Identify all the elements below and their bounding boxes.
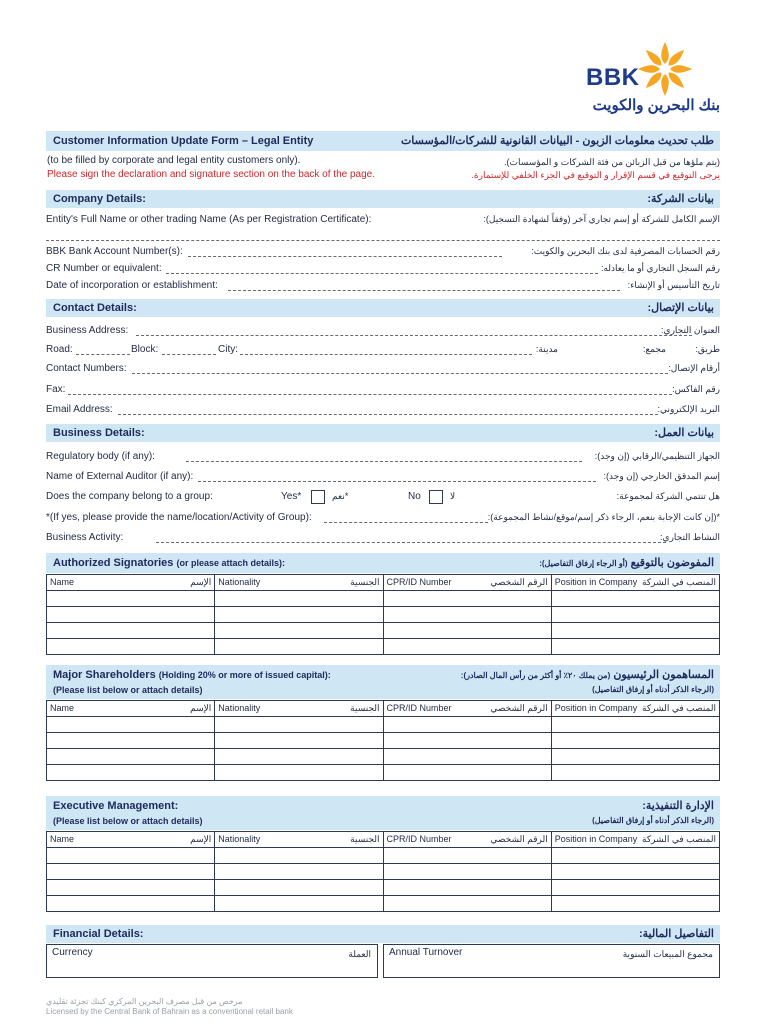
road-label-ar: طريق: [695,344,720,354]
no-label-ar: لا [450,491,456,501]
name-header: Name الإسم [47,701,215,717]
contact-details-title-ar: بيانات الإتصال: [647,302,714,314]
nationality-header: Nationality الجنسية [215,575,383,591]
table-cell[interactable] [47,623,215,639]
shareholders-title-ar-main: المساهمون الرئيسيون [613,669,714,681]
business-address-label: Business Address: [46,325,129,336]
table-cell[interactable] [47,896,215,912]
shareholders-sub-en: (Please list below or attach details) [53,685,203,695]
form-sign-note-en: Please sign the declaration and signature section on the back of the page. [47,169,376,180]
signatories-title-small: (or please attach details): [176,558,286,568]
nationality-header: Nationality الجنسية [215,701,383,717]
bbk-logo [584,40,724,120]
table-cell[interactable] [215,848,383,864]
table-row [47,880,720,896]
road-line[interactable] [76,354,130,355]
group-question-row [46,491,720,505]
table-row [47,864,720,880]
fax-field[interactable] [46,384,720,398]
group-no-checkbox[interactable] [429,490,443,504]
currency-label: Currency [52,947,93,958]
table-row [47,591,720,607]
email-line[interactable] [118,414,658,415]
group-details-line[interactable] [324,522,488,523]
table-cell[interactable] [383,623,551,639]
position-header: Position in Company المنصب في الشركة [551,575,719,591]
table-cell[interactable] [551,591,719,607]
table-cell[interactable] [383,848,551,864]
table-cell[interactable] [551,864,719,880]
executive-title-en: Executive Management: [53,800,179,812]
table-cell[interactable] [215,607,383,623]
regulatory-body-label: Regulatory body (if any): [46,451,155,462]
business-activity-label-ar: النشاط التجاري: [660,532,720,542]
table-cell[interactable] [383,765,551,781]
table-row [47,765,720,781]
account-number-line[interactable] [188,256,502,257]
company-details-title-en: Company Details: [53,193,146,205]
bbk-logo-text: BBK [586,64,640,91]
fax-line[interactable] [68,394,672,395]
business-details-bar [46,424,720,442]
signatories-table [46,574,720,655]
road-block-city-row [46,344,720,358]
currency-box[interactable] [46,944,378,978]
table-cell[interactable] [47,639,215,655]
incorporation-date-field[interactable] [46,280,720,294]
table-cell[interactable] [215,623,383,639]
financial-bar [46,925,720,943]
table-cell[interactable] [383,639,551,655]
table-cell[interactable] [215,639,383,655]
account-number-label: BBK Bank Account Number(s): [46,246,183,257]
email-label-ar: البريد الإلكتروني: [657,404,720,414]
executive-sub-ar: (الرجاء الذكر أدناه أو إرفاق التفاصيل) [592,816,714,825]
table-cell[interactable] [47,864,215,880]
table-cell[interactable] [383,733,551,749]
company-details-title-ar: بيانات الشركة: [647,193,714,205]
group-details-label-ar: *(إن كانت الإجابة بنعم، الرجاء ذكر إسم/موقع/نشاط المجموعة): [487,512,720,522]
block-line[interactable] [162,354,216,355]
table-row [47,717,720,733]
table-header-row [47,575,720,591]
entity-name-label: Entity's Full Name or other trading Name (As per Registration Certificate): [46,214,372,225]
currency-label-ar: العملة [348,949,371,959]
shareholders-title-ar-small: (من يملك ٢٠٪ أو أكثر من رأس المال الصادر): [460,671,611,680]
cr-number-label: CR Number or equivalent: [46,263,162,274]
block-label-ar: مجمع: [642,344,666,354]
signatories-title-main: Authorized Signatories [53,557,174,569]
table-cell[interactable] [215,896,383,912]
bbk-star-icon [636,40,694,98]
cpr-header: CPR/ID Number الرقم الشخصي [383,701,551,717]
form-note-ar: (يتم ملؤها من قبل الزبائن من فئة الشركات و المؤسسات). [504,157,720,167]
table-cell[interactable] [383,864,551,880]
road-label: Road: [46,344,73,355]
table-row [47,896,720,912]
company-details-bar [46,190,720,208]
table-cell[interactable] [551,607,719,623]
table-row [47,733,720,749]
fax-label-ar: رقم الفاكس: [672,384,720,394]
name-header: Name الإسم [47,832,215,848]
table-cell[interactable] [47,848,215,864]
table-cell[interactable] [383,591,551,607]
signatories-title-en [53,557,285,569]
annual-turnover-box[interactable] [383,944,720,978]
bbk-logo-arabic: بنك البحرين والكويت [592,97,720,114]
external-auditor-label-ar: إسم المدقق الخارجي (إن وجد): [603,471,720,481]
table-cell[interactable] [383,717,551,733]
table-cell[interactable] [551,717,719,733]
table-row [47,749,720,765]
table-cell[interactable] [551,749,719,765]
executive-sub-en: (Please list below or attach details) [53,816,203,826]
account-number-field[interactable] [46,246,720,260]
name-header: Name الإسم [47,575,215,591]
table-cell[interactable] [215,717,383,733]
nationality-header: Nationality الجنسية [215,832,383,848]
business-address-label-ar: العنوان التجاري: [661,325,720,335]
group-details-label: *(If yes, please provide the name/location/Activity of Group): [46,512,312,523]
contact-details-title-en: Contact Details: [53,302,137,314]
cpr-header: CPR/ID Number الرقم الشخصي [383,575,551,591]
table-cell[interactable] [383,607,551,623]
shareholders-title-en [53,669,331,681]
table-cell[interactable] [551,896,719,912]
email-field[interactable] [46,404,720,418]
table-row [47,639,720,655]
table-cell[interactable] [383,749,551,765]
table-cell[interactable] [47,765,215,781]
table-header-row [47,832,720,848]
signatories-title-ar [539,556,714,569]
fax-label: Fax: [46,384,66,395]
footer-license-en: Licensed by the Central Bank of Bahrain as a conventional retail bank [46,1007,293,1016]
table-header-row [47,701,720,717]
table-cell[interactable] [383,880,551,896]
table-cell[interactable] [215,864,383,880]
form-note-en: (to be filled by corporate and legal entity customers only). [47,155,301,166]
table-row [47,623,720,639]
entity-name-field[interactable] [46,214,720,228]
shareholders-title-main: Major Shareholders [53,669,156,681]
position-header: Position in Company المنصب في الشركة [551,701,719,717]
table-cell[interactable] [215,765,383,781]
contact-details-bar [46,299,720,317]
group-question-label-ar: هل تنتمي الشركة لمجموعة: [616,491,720,501]
form-title-bar [46,131,720,151]
table-cell[interactable] [47,591,215,607]
entity-name-line[interactable] [46,240,720,241]
account-number-label-ar: رقم الحسابات المصرفية لدى بنك البحرين والكويت: [531,246,720,256]
executive-bar [46,796,720,830]
city-label-ar: مدينة: [535,344,558,354]
shareholders-bar [46,665,720,699]
annual-turnover-label-ar: مجموع المبيعات السنوية [622,949,713,959]
annual-turnover-label: Annual Turnover [389,947,463,958]
external-auditor-field[interactable] [46,471,720,485]
contact-numbers-label: Contact Numbers: [46,363,127,374]
shareholders-sub-ar: (الرجاء الذكر أدناه أو إرفاق التفاصيل) [592,685,714,694]
contact-numbers-field[interactable] [46,363,720,377]
regulatory-body-label-ar: الجهاز التنظيمي/الرقابي (إن وجد): [594,451,720,461]
table-cell[interactable] [551,848,719,864]
form-title-en: Customer Information Update Form – Legal Entity [53,135,314,147]
table-cell[interactable] [551,639,719,655]
executive-title-ar: الإدارة التنفيذية: [642,800,714,812]
no-label: No [408,491,421,502]
executive-table [46,831,720,912]
contact-numbers-line[interactable] [132,373,668,374]
signatories-title-ar-main: المفوضون بالتوقيع [630,557,714,569]
contact-numbers-label-ar: أرقام الإتصال: [668,363,720,373]
cr-number-line[interactable] [166,273,598,274]
business-activity-line[interactable] [156,542,666,543]
group-details-field[interactable] [46,512,720,526]
position-header: Position in Company المنصب في الشركة [551,832,719,848]
business-activity-field[interactable] [46,532,720,546]
incorporation-date-line[interactable] [228,290,620,291]
group-yes-checkbox[interactable] [311,490,325,504]
table-cell[interactable] [47,880,215,896]
table-cell[interactable] [47,749,215,765]
external-auditor-label: Name of External Auditor (if any): [46,471,194,482]
form-title-ar: طلب تحديث معلومات الزبون - البيانات القانونية للشركات/المؤسسات [400,135,714,147]
cpr-header: CPR/ID Number الرقم الشخصي [383,832,551,848]
yes-label-ar: نعم* [332,491,349,501]
business-details-title-ar: بيانات العمل: [654,427,714,439]
table-row [47,848,720,864]
city-line[interactable] [240,354,532,355]
table-cell[interactable] [47,607,215,623]
table-cell[interactable] [215,733,383,749]
email-label: Email Address: [46,404,113,415]
table-cell[interactable] [551,733,719,749]
yes-label: Yes* [281,491,302,502]
table-cell[interactable] [215,591,383,607]
table-cell[interactable] [551,880,719,896]
table-cell[interactable] [215,880,383,896]
form-sign-note-ar: يرجى التوقيع في قسم الإقرار و التوقيع في الجزء الخلفي للإستمارة. [471,170,720,180]
signatories-title-ar-small: (أو الرجاء إرفاق التفاصيل): [539,559,628,568]
signatories-bar [46,553,720,573]
cr-number-label-ar: رقم السجل التجاري أو ما يعادله: [600,263,720,273]
table-cell[interactable] [47,717,215,733]
table-cell[interactable] [47,733,215,749]
group-question-label: Does the company belong to a group: [46,491,213,502]
table-cell[interactable] [551,765,719,781]
financial-title-ar: التفاصيل المالية: [638,928,714,940]
business-details-title-en: Business Details: [53,427,145,439]
table-cell[interactable] [551,623,719,639]
shareholders-title-small: (Holding 20% or more of issued capital): [158,670,331,680]
entity-name-label-ar: الإسم الكامل للشركة أو إسم تجاري آخر (وفقاً لشهادة التسجيل): [483,214,720,224]
table-cell[interactable] [215,749,383,765]
cr-number-field[interactable] [46,263,720,277]
footer-license-ar: مرخص من قبل مصرف البحرين المركزي كبنك تجزئة تقليدي [46,997,243,1006]
external-auditor-line[interactable] [198,481,596,482]
shareholders-table [46,700,720,781]
business-activity-label: Business Activity: [46,532,124,543]
shareholders-title-ar [461,668,714,681]
business-address-line[interactable] [136,335,692,336]
financial-title-en: Financial Details: [53,928,144,940]
block-label: Block: [131,344,159,355]
table-row [47,607,720,623]
incorporation-date-label: Date of incorporation or establishment: [46,280,218,291]
regulatory-body-field[interactable] [46,451,720,465]
city-label: City: [218,344,238,355]
regulatory-body-line[interactable] [186,461,582,462]
table-cell[interactable] [383,896,551,912]
business-address-field[interactable] [46,325,720,339]
incorporation-date-label-ar: تاريخ التأسيس أو الإنشاء: [627,280,720,290]
